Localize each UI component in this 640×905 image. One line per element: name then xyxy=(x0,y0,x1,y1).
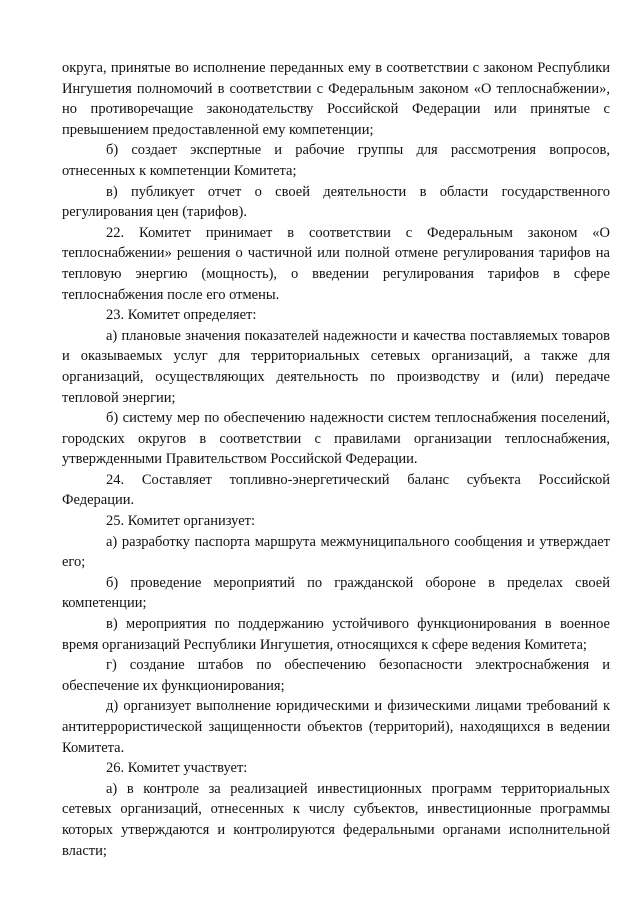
paragraph-25a: а) разработку паспорта маршрута межмуниципального сообщения и утверждает его; xyxy=(62,533,610,571)
paragraph-25b: б) проведение мероприятий по гражданской обороне в пределах своей компетенции; xyxy=(62,574,610,612)
paragraph-22: 22. Комитет принимает в соответствии с Федеральным законом «О теплоснабжении» решения о частичной или полной отмене регулирования тарифов на тепловую энергию (мощность), о введении регулирования тарифов в сфере теплоснабжения после его отмены. xyxy=(62,224,610,303)
document-page xyxy=(62,58,610,861)
paragraph-24: 24. Составляет топливно-энергетический баланс субъекта Российской Федерации. xyxy=(62,471,610,509)
paragraph-23: 23. Комитет определяет: xyxy=(106,307,257,324)
paragraph-21v: в) публикует отчет о своей деятельности в области государственного регулирования цен (тарифов). xyxy=(62,183,610,221)
paragraph-26a: а) в контроле за реализацией инвестиционных программ территориальных сетевых организаций, отнесенных к числу субъектов, инвестиционные программы которых утверждаются и контролируются федеральными органами исполнительной власти; xyxy=(62,780,610,859)
paragraph-25g: г) создание штабов по обеспечению безопасности электроснабжения и обеспечение их функционирования; xyxy=(62,657,610,694)
paragraph-23b: б) систему мер по обеспечению надежности систем теплоснабжения поселений, городских округов в соответствии с правилами организации теплоснабжения, утвержденными Правительством Российской Федерации. xyxy=(62,410,610,468)
paragraph-25v: в) мероприятия по поддержанию устойчивого функционирования в военное время организаций Республики Ингушетия, относящихся к сфере ведения Комитета; xyxy=(62,616,610,653)
paragraph-21b: б) создает экспертные и рабочие группы для рассмотрения вопросов, отнесенных к компетенции Комитета; xyxy=(62,142,610,179)
paragraph-25d: д) организует выполнение юридическими и физическими лицами требований к антитеррористической защищенности объектов (территорий), находящихся в ведении Комитета. xyxy=(62,698,610,756)
paragraph-23a: а) плановые значения показателей надежности и качества поставляемых товаров и оказываемых услуг для территориальных сетевых организаций, а также для организаций, осуществляющих деятельность по производству и (или) передаче тепловой энергии; xyxy=(62,327,610,406)
paragraph-25: 25. Комитет организует: xyxy=(106,513,256,530)
paragraph-26: 26. Комитет участвует: xyxy=(106,760,248,777)
paragraph-continuation: округа, принятые во исполнение переданных ему в соответствии с законом Республики Ингушетия полномочий в соответствии с Федеральным законом «О теплоснабжении», но противоречащие законодательству Российской Федерации или принятые с превышением предоставленной ему компетенции; xyxy=(62,60,610,138)
